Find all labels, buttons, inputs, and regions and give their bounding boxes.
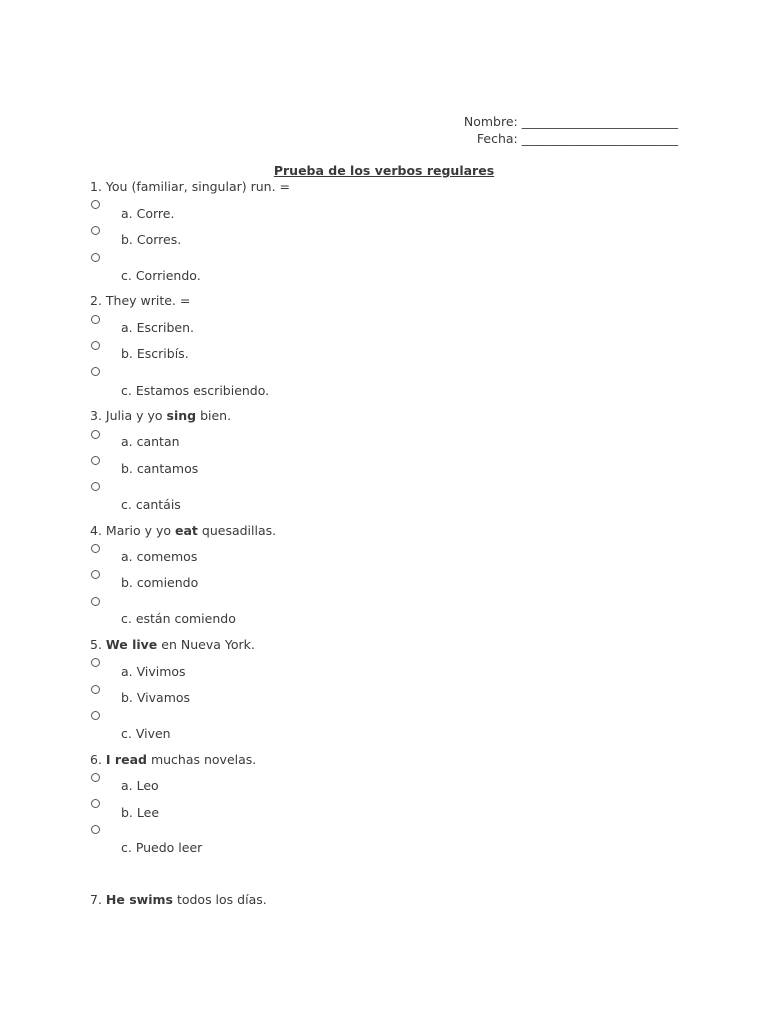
radio-5a[interactable] xyxy=(91,658,100,667)
radio-4b[interactable] xyxy=(91,570,100,579)
question-number: 4. xyxy=(90,523,102,538)
radio-5b[interactable] xyxy=(91,685,100,694)
option-3b: b. cantamos xyxy=(121,461,199,476)
question-text-bold: sing xyxy=(166,408,197,423)
radio-2b[interactable] xyxy=(91,341,100,350)
option-4a: a. comemos xyxy=(121,549,198,564)
option-6b: b. Lee xyxy=(121,805,160,820)
radio-4a[interactable] xyxy=(91,544,100,553)
option-1b: b. Corres. xyxy=(121,232,182,247)
question-number: 7. xyxy=(90,892,102,907)
question-number: 3. xyxy=(90,408,102,423)
radio-1a[interactable] xyxy=(91,200,100,209)
option-3a: a. cantan xyxy=(121,434,180,449)
radio-3a[interactable] xyxy=(91,430,100,439)
question-text-pre: Julia y yo xyxy=(105,408,163,423)
quiz-title: Prueba de los verbos regulares xyxy=(273,163,495,178)
option-6c: c. Puedo leer xyxy=(121,840,203,855)
radio-1b[interactable] xyxy=(91,226,100,235)
question-text-bold: He swims xyxy=(105,892,173,907)
option-6a: a. Leo xyxy=(121,778,159,793)
radio-6a[interactable] xyxy=(91,773,100,782)
radio-3c[interactable] xyxy=(91,482,100,491)
option-5a: a. Vivimos xyxy=(121,664,186,679)
option-4c: c. están comiendo xyxy=(121,611,236,626)
question-4 xyxy=(90,523,276,539)
option-2c: c. Estamos escribiendo. xyxy=(121,383,270,398)
date-blank: _________________________ xyxy=(521,131,678,146)
question-number: 5. xyxy=(90,637,102,652)
name-blank: _________________________ xyxy=(521,114,678,129)
option-1a: a. Corre. xyxy=(121,206,175,221)
question-text-post: bien. xyxy=(200,408,232,423)
radio-6c[interactable] xyxy=(91,825,100,834)
question-1 xyxy=(90,179,290,195)
radio-2c[interactable] xyxy=(91,367,100,376)
question-text-post: todos los días. xyxy=(176,892,267,907)
question-6 xyxy=(90,752,256,768)
date-label: Fecha: xyxy=(476,131,518,146)
option-3c: c. cantáis xyxy=(121,497,181,512)
header-name-line xyxy=(464,114,678,130)
question-text-post: en Nueva York. xyxy=(161,637,255,652)
radio-3b[interactable] xyxy=(91,456,100,465)
question-text-post: muchas novelas. xyxy=(150,752,257,767)
question-text-bold: We live xyxy=(105,637,158,652)
radio-4c[interactable] xyxy=(91,597,100,606)
radio-5c[interactable] xyxy=(91,711,100,720)
question-number: 1. xyxy=(90,179,102,194)
radio-2a[interactable] xyxy=(91,315,100,324)
radio-1c[interactable] xyxy=(91,253,100,262)
question-5 xyxy=(90,637,255,653)
question-text: You (familiar, singular) run. = xyxy=(105,179,291,194)
option-2b: b. Escribís. xyxy=(121,346,189,361)
option-5b: b. Vivamos xyxy=(121,690,191,705)
question-text-bold: I read xyxy=(105,752,147,767)
radio-6b[interactable] xyxy=(91,799,100,808)
question-text-pre: Mario y yo xyxy=(105,523,172,538)
question-text: They write. = xyxy=(105,293,191,308)
question-number: 2. xyxy=(90,293,102,308)
question-number: 6. xyxy=(90,752,102,767)
option-4b: b. comiendo xyxy=(121,575,199,590)
question-text-post: quesadillas. xyxy=(201,523,277,538)
option-2a: a. Escriben. xyxy=(121,320,195,335)
option-5c: c. Viven xyxy=(121,726,171,741)
name-label: Nombre: xyxy=(463,114,518,129)
option-1c: c. Corriendo. xyxy=(121,268,201,283)
question-text-bold: eat xyxy=(175,523,198,538)
question-7 xyxy=(90,892,267,908)
header-date-line xyxy=(477,131,678,147)
question-2 xyxy=(90,293,190,309)
question-3 xyxy=(90,408,231,424)
